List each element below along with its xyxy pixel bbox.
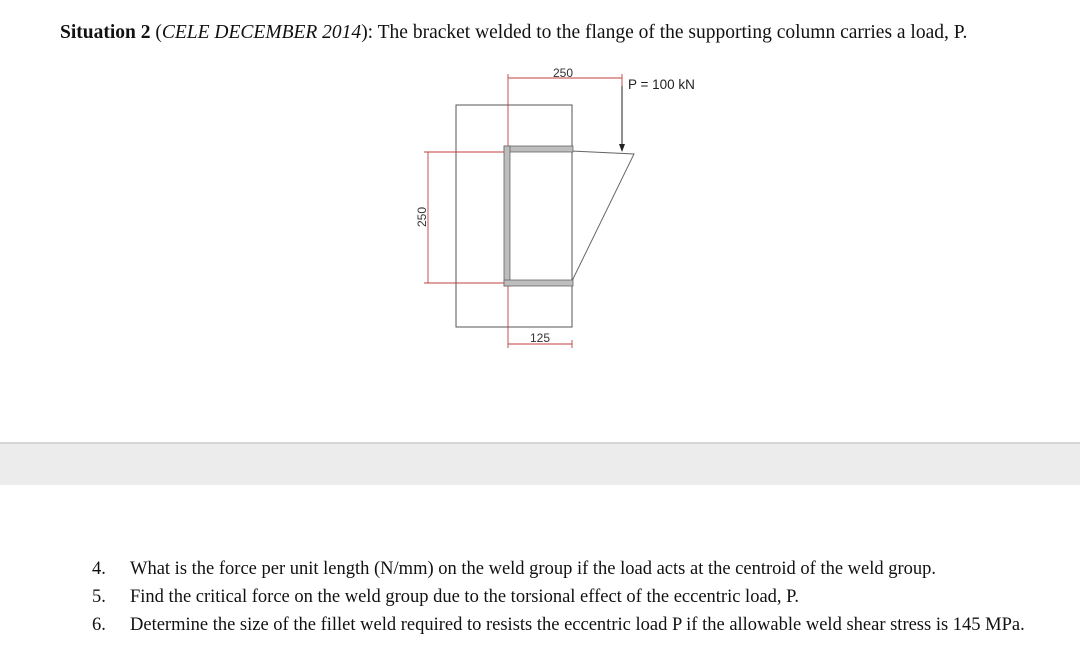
question-item	[92, 555, 1072, 583]
question-number: 6.	[92, 615, 106, 635]
situation-text: The bracket welded to the flange of the supporting column carries a load, P.	[373, 22, 968, 43]
source-close-paren: ):	[361, 22, 374, 43]
load-arrow-head	[619, 144, 625, 152]
weld-group	[504, 146, 573, 286]
load-label: P = 100 kN	[628, 77, 695, 92]
column-flange	[456, 105, 572, 327]
weld-vertical	[504, 146, 510, 286]
question-item	[92, 611, 1072, 639]
question-number: 5.	[92, 587, 106, 607]
page-separator	[0, 442, 1080, 485]
source-open-paren: (	[155, 22, 162, 43]
weld-bottom	[504, 280, 573, 286]
question-text: Determine the size of the fillet weld required to resists the eccentric load P if the allowable weld shear stress is 145 MPa.	[130, 615, 1025, 635]
weld-top	[504, 146, 573, 152]
question-list	[92, 555, 1072, 639]
bracket-plate	[508, 148, 634, 281]
question-number: 4.	[92, 559, 106, 579]
situation-label: Situation 2	[60, 22, 151, 43]
question-text: What is the force per unit length (N/mm) on the weld group if the load acts at the centroid of the weld group.	[130, 559, 937, 579]
dim-top-label: 250	[552, 66, 574, 80]
dim-bottom-label: 125	[529, 331, 551, 345]
question-text: Find the critical force on the weld group due to the torsional effect of the eccentric load, P.	[130, 587, 800, 607]
question-item	[92, 583, 1072, 611]
situation-source: CELE DECEMBER 2014	[161, 22, 362, 43]
dim-left-label: 250	[415, 206, 429, 228]
